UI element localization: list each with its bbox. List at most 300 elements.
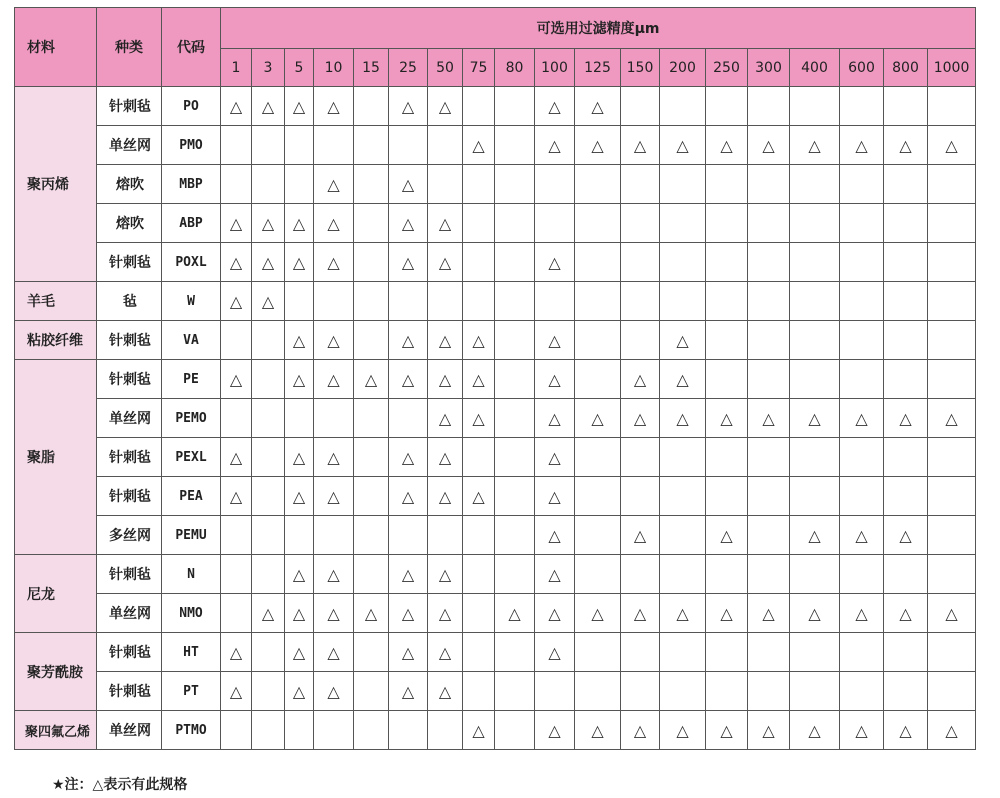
empty-cell bbox=[660, 555, 706, 594]
empty-cell bbox=[495, 672, 535, 711]
empty-cell bbox=[706, 87, 748, 126]
availability-mark: △ bbox=[535, 243, 575, 282]
empty-cell bbox=[748, 360, 790, 399]
availability-mark: △ bbox=[428, 633, 463, 672]
availability-mark: △ bbox=[285, 594, 314, 633]
empty-cell bbox=[884, 477, 928, 516]
empty-cell bbox=[928, 516, 976, 555]
precision-header: 15 bbox=[354, 49, 389, 87]
availability-mark: △ bbox=[428, 555, 463, 594]
empty-cell bbox=[389, 282, 428, 321]
precision-header: 80 bbox=[495, 49, 535, 87]
empty-cell bbox=[660, 516, 706, 555]
code-cell: PMO bbox=[162, 126, 221, 165]
table-row bbox=[15, 399, 976, 438]
availability-mark: △ bbox=[221, 204, 252, 243]
empty-cell bbox=[428, 282, 463, 321]
empty-cell bbox=[495, 711, 535, 750]
empty-cell bbox=[221, 165, 252, 204]
empty-cell bbox=[221, 555, 252, 594]
empty-cell bbox=[840, 633, 884, 672]
empty-cell bbox=[660, 438, 706, 477]
availability-mark: △ bbox=[389, 633, 428, 672]
kind-cell: 毡 bbox=[97, 282, 162, 321]
empty-cell bbox=[706, 633, 748, 672]
empty-cell bbox=[221, 594, 252, 633]
table-row bbox=[15, 165, 976, 204]
empty-cell bbox=[748, 438, 790, 477]
availability-mark: △ bbox=[884, 711, 928, 750]
material-cell: 聚芳酰胺 bbox=[15, 633, 97, 711]
empty-cell bbox=[660, 672, 706, 711]
code-cell: PEA bbox=[162, 477, 221, 516]
availability-mark: △ bbox=[221, 672, 252, 711]
availability-mark: △ bbox=[428, 438, 463, 477]
empty-cell bbox=[790, 204, 840, 243]
empty-cell bbox=[495, 126, 535, 165]
kind-cell: 单丝网 bbox=[97, 594, 162, 633]
empty-cell bbox=[840, 243, 884, 282]
availability-mark: △ bbox=[428, 204, 463, 243]
precision-header: 25 bbox=[389, 49, 428, 87]
availability-mark: △ bbox=[428, 321, 463, 360]
empty-cell bbox=[748, 477, 790, 516]
kind-cell: 多丝网 bbox=[97, 516, 162, 555]
empty-cell bbox=[706, 555, 748, 594]
empty-cell bbox=[790, 165, 840, 204]
empty-cell bbox=[790, 243, 840, 282]
empty-cell bbox=[790, 672, 840, 711]
empty-cell bbox=[621, 282, 660, 321]
empty-cell bbox=[840, 555, 884, 594]
availability-mark: △ bbox=[463, 126, 495, 165]
kind-cell: 单丝网 bbox=[97, 399, 162, 438]
table-row bbox=[15, 360, 976, 399]
empty-cell bbox=[748, 516, 790, 555]
empty-cell bbox=[660, 204, 706, 243]
empty-cell bbox=[660, 87, 706, 126]
empty-cell bbox=[354, 711, 389, 750]
empty-cell bbox=[495, 87, 535, 126]
code-cell: HT bbox=[162, 633, 221, 672]
header-code: 代码 bbox=[162, 8, 221, 87]
availability-mark: △ bbox=[535, 321, 575, 360]
code-cell: ABP bbox=[162, 204, 221, 243]
empty-cell bbox=[748, 672, 790, 711]
empty-cell bbox=[706, 477, 748, 516]
empty-cell bbox=[748, 204, 790, 243]
empty-cell bbox=[928, 87, 976, 126]
availability-mark: △ bbox=[660, 360, 706, 399]
availability-mark: △ bbox=[621, 711, 660, 750]
empty-cell bbox=[252, 321, 285, 360]
availability-mark: △ bbox=[840, 399, 884, 438]
availability-mark: △ bbox=[389, 360, 428, 399]
availability-mark: △ bbox=[428, 672, 463, 711]
availability-mark: △ bbox=[928, 594, 976, 633]
empty-cell bbox=[354, 399, 389, 438]
empty-cell bbox=[621, 633, 660, 672]
empty-cell bbox=[495, 204, 535, 243]
empty-cell bbox=[354, 204, 389, 243]
empty-cell bbox=[495, 516, 535, 555]
empty-cell bbox=[840, 360, 884, 399]
empty-cell bbox=[706, 243, 748, 282]
empty-cell bbox=[928, 672, 976, 711]
empty-cell bbox=[840, 321, 884, 360]
availability-mark: △ bbox=[840, 516, 884, 555]
empty-cell bbox=[884, 321, 928, 360]
kind-cell: 针刺毡 bbox=[97, 243, 162, 282]
empty-cell bbox=[252, 672, 285, 711]
empty-cell bbox=[840, 87, 884, 126]
availability-mark: △ bbox=[463, 321, 495, 360]
empty-cell bbox=[928, 165, 976, 204]
precision-header: 125 bbox=[575, 49, 621, 87]
empty-cell bbox=[354, 672, 389, 711]
availability-mark: △ bbox=[535, 594, 575, 633]
empty-cell bbox=[621, 321, 660, 360]
empty-cell bbox=[928, 555, 976, 594]
availability-mark: △ bbox=[389, 204, 428, 243]
availability-mark: △ bbox=[314, 672, 354, 711]
empty-cell bbox=[575, 633, 621, 672]
availability-mark: △ bbox=[389, 87, 428, 126]
empty-cell bbox=[706, 360, 748, 399]
availability-mark: △ bbox=[575, 399, 621, 438]
header-row bbox=[15, 8, 976, 49]
availability-mark: △ bbox=[285, 633, 314, 672]
empty-cell bbox=[354, 555, 389, 594]
table-row bbox=[15, 633, 976, 672]
availability-mark: △ bbox=[535, 438, 575, 477]
empty-cell bbox=[354, 633, 389, 672]
empty-cell bbox=[354, 126, 389, 165]
availability-mark: △ bbox=[428, 243, 463, 282]
code-cell: MBP bbox=[162, 165, 221, 204]
availability-mark: △ bbox=[221, 282, 252, 321]
empty-cell bbox=[660, 282, 706, 321]
table-row bbox=[15, 516, 976, 555]
code-cell: PT bbox=[162, 672, 221, 711]
availability-mark: △ bbox=[221, 477, 252, 516]
availability-mark: △ bbox=[575, 126, 621, 165]
kind-cell: 针刺毡 bbox=[97, 438, 162, 477]
kind-cell: 针刺毡 bbox=[97, 477, 162, 516]
footnote: ★注：△表示有此规格 bbox=[52, 777, 188, 793]
empty-cell bbox=[840, 165, 884, 204]
availability-mark: △ bbox=[535, 87, 575, 126]
availability-mark: △ bbox=[389, 165, 428, 204]
availability-mark: △ bbox=[428, 399, 463, 438]
empty-cell bbox=[928, 477, 976, 516]
kind-cell: 针刺毡 bbox=[97, 672, 162, 711]
empty-cell bbox=[840, 438, 884, 477]
availability-mark: △ bbox=[463, 360, 495, 399]
empty-cell bbox=[428, 165, 463, 204]
availability-mark: △ bbox=[314, 204, 354, 243]
empty-cell bbox=[748, 282, 790, 321]
table-row bbox=[15, 672, 976, 711]
availability-mark: △ bbox=[221, 633, 252, 672]
availability-mark: △ bbox=[840, 126, 884, 165]
empty-cell bbox=[535, 672, 575, 711]
empty-cell bbox=[790, 282, 840, 321]
empty-cell bbox=[354, 516, 389, 555]
empty-cell bbox=[928, 438, 976, 477]
table-row bbox=[15, 321, 976, 360]
availability-mark: △ bbox=[252, 282, 285, 321]
empty-cell bbox=[660, 477, 706, 516]
availability-mark: △ bbox=[389, 594, 428, 633]
empty-cell bbox=[621, 438, 660, 477]
empty-cell bbox=[706, 282, 748, 321]
empty-cell bbox=[495, 633, 535, 672]
empty-cell bbox=[790, 360, 840, 399]
code-cell: PEMU bbox=[162, 516, 221, 555]
availability-mark: △ bbox=[535, 399, 575, 438]
availability-mark: △ bbox=[706, 594, 748, 633]
empty-cell bbox=[389, 516, 428, 555]
availability-mark: △ bbox=[660, 321, 706, 360]
empty-cell bbox=[221, 516, 252, 555]
empty-cell bbox=[706, 204, 748, 243]
empty-cell bbox=[389, 711, 428, 750]
empty-cell bbox=[428, 126, 463, 165]
empty-cell bbox=[621, 87, 660, 126]
empty-cell bbox=[884, 87, 928, 126]
availability-mark: △ bbox=[314, 633, 354, 672]
availability-mark: △ bbox=[221, 87, 252, 126]
availability-mark: △ bbox=[252, 87, 285, 126]
filter-spec-table bbox=[14, 7, 976, 750]
precision-header: 50 bbox=[428, 49, 463, 87]
availability-mark: △ bbox=[252, 594, 285, 633]
empty-cell bbox=[840, 204, 884, 243]
empty-cell bbox=[621, 204, 660, 243]
empty-cell bbox=[575, 282, 621, 321]
availability-mark: △ bbox=[314, 87, 354, 126]
availability-mark: △ bbox=[389, 477, 428, 516]
precision-header: 3 bbox=[252, 49, 285, 87]
availability-mark: △ bbox=[928, 126, 976, 165]
empty-cell bbox=[221, 399, 252, 438]
empty-cell bbox=[428, 711, 463, 750]
precision-header: 1 bbox=[221, 49, 252, 87]
availability-mark: △ bbox=[884, 399, 928, 438]
empty-cell bbox=[748, 633, 790, 672]
availability-mark: △ bbox=[285, 477, 314, 516]
availability-mark: △ bbox=[535, 360, 575, 399]
availability-mark: △ bbox=[575, 87, 621, 126]
empty-cell bbox=[285, 165, 314, 204]
empty-cell bbox=[252, 477, 285, 516]
precision-header: 5 bbox=[285, 49, 314, 87]
kind-cell: 熔吹 bbox=[97, 204, 162, 243]
empty-cell bbox=[575, 672, 621, 711]
empty-cell bbox=[660, 243, 706, 282]
empty-cell bbox=[495, 360, 535, 399]
availability-mark: △ bbox=[706, 399, 748, 438]
empty-cell bbox=[285, 516, 314, 555]
empty-cell bbox=[790, 321, 840, 360]
code-cell: PTMO bbox=[162, 711, 221, 750]
availability-mark: △ bbox=[748, 711, 790, 750]
empty-cell bbox=[575, 243, 621, 282]
availability-mark: △ bbox=[314, 165, 354, 204]
availability-mark: △ bbox=[428, 594, 463, 633]
precision-header: 600 bbox=[840, 49, 884, 87]
empty-cell bbox=[221, 321, 252, 360]
availability-mark: △ bbox=[535, 633, 575, 672]
availability-mark: △ bbox=[884, 594, 928, 633]
availability-mark: △ bbox=[660, 399, 706, 438]
empty-cell bbox=[884, 633, 928, 672]
header-precision: 可选用过滤精度μm bbox=[221, 8, 976, 49]
empty-cell bbox=[314, 516, 354, 555]
code-cell: PE bbox=[162, 360, 221, 399]
empty-cell bbox=[463, 282, 495, 321]
material-cell: 聚四氟乙烯 bbox=[15, 711, 97, 750]
precision-header: 250 bbox=[706, 49, 748, 87]
empty-cell bbox=[928, 282, 976, 321]
availability-mark: △ bbox=[748, 126, 790, 165]
empty-cell bbox=[354, 438, 389, 477]
empty-cell bbox=[928, 633, 976, 672]
empty-cell bbox=[748, 87, 790, 126]
empty-cell bbox=[252, 516, 285, 555]
availability-mark: △ bbox=[285, 438, 314, 477]
availability-mark: △ bbox=[285, 204, 314, 243]
empty-cell bbox=[884, 555, 928, 594]
empty-cell bbox=[495, 243, 535, 282]
empty-cell bbox=[575, 321, 621, 360]
availability-mark: △ bbox=[285, 555, 314, 594]
availability-mark: △ bbox=[389, 321, 428, 360]
availability-mark: △ bbox=[660, 594, 706, 633]
empty-cell bbox=[252, 165, 285, 204]
empty-cell bbox=[252, 711, 285, 750]
empty-cell bbox=[706, 672, 748, 711]
availability-mark: △ bbox=[389, 555, 428, 594]
availability-mark: △ bbox=[314, 360, 354, 399]
availability-mark: △ bbox=[428, 477, 463, 516]
code-cell: VA bbox=[162, 321, 221, 360]
empty-cell bbox=[840, 282, 884, 321]
material-cell: 尼龙 bbox=[15, 555, 97, 633]
availability-mark: △ bbox=[790, 516, 840, 555]
empty-cell bbox=[575, 555, 621, 594]
precision-header: 1000 bbox=[928, 49, 976, 87]
availability-mark: △ bbox=[314, 321, 354, 360]
table-row bbox=[15, 555, 976, 594]
availability-mark: △ bbox=[314, 594, 354, 633]
empty-cell bbox=[314, 711, 354, 750]
availability-mark: △ bbox=[884, 516, 928, 555]
availability-mark: △ bbox=[463, 399, 495, 438]
availability-mark: △ bbox=[790, 594, 840, 633]
availability-mark: △ bbox=[621, 360, 660, 399]
kind-cell: 针刺毡 bbox=[97, 87, 162, 126]
empty-cell bbox=[252, 555, 285, 594]
availability-mark: △ bbox=[660, 711, 706, 750]
availability-mark: △ bbox=[748, 399, 790, 438]
empty-cell bbox=[495, 555, 535, 594]
availability-mark: △ bbox=[706, 126, 748, 165]
availability-mark: △ bbox=[221, 243, 252, 282]
empty-cell bbox=[221, 711, 252, 750]
availability-mark: △ bbox=[575, 711, 621, 750]
empty-cell bbox=[928, 360, 976, 399]
empty-cell bbox=[706, 321, 748, 360]
availability-mark: △ bbox=[621, 516, 660, 555]
kind-cell: 单丝网 bbox=[97, 711, 162, 750]
availability-mark: △ bbox=[535, 555, 575, 594]
empty-cell bbox=[790, 477, 840, 516]
code-cell: POXL bbox=[162, 243, 221, 282]
kind-cell: 针刺毡 bbox=[97, 555, 162, 594]
empty-cell bbox=[621, 477, 660, 516]
empty-cell bbox=[495, 399, 535, 438]
empty-cell bbox=[463, 87, 495, 126]
table-body bbox=[15, 87, 976, 750]
availability-mark: △ bbox=[928, 711, 976, 750]
empty-cell bbox=[252, 438, 285, 477]
empty-cell bbox=[884, 243, 928, 282]
empty-cell bbox=[285, 399, 314, 438]
precision-header: 100 bbox=[535, 49, 575, 87]
table-row bbox=[15, 594, 976, 633]
empty-cell bbox=[575, 165, 621, 204]
material-cell: 聚脂 bbox=[15, 360, 97, 555]
availability-mark: △ bbox=[575, 594, 621, 633]
empty-cell bbox=[884, 672, 928, 711]
availability-mark: △ bbox=[285, 243, 314, 282]
empty-cell bbox=[463, 672, 495, 711]
empty-cell bbox=[575, 438, 621, 477]
availability-mark: △ bbox=[621, 594, 660, 633]
availability-mark: △ bbox=[621, 126, 660, 165]
code-cell: PO bbox=[162, 87, 221, 126]
empty-cell bbox=[495, 282, 535, 321]
empty-cell bbox=[495, 477, 535, 516]
empty-cell bbox=[884, 165, 928, 204]
empty-cell bbox=[314, 282, 354, 321]
empty-cell bbox=[621, 672, 660, 711]
code-cell: W bbox=[162, 282, 221, 321]
availability-mark: △ bbox=[354, 594, 389, 633]
empty-cell bbox=[748, 243, 790, 282]
empty-cell bbox=[748, 165, 790, 204]
empty-cell bbox=[621, 555, 660, 594]
empty-cell bbox=[463, 165, 495, 204]
empty-cell bbox=[354, 321, 389, 360]
kind-cell: 单丝网 bbox=[97, 126, 162, 165]
availability-mark: △ bbox=[428, 360, 463, 399]
empty-cell bbox=[354, 477, 389, 516]
empty-cell bbox=[354, 165, 389, 204]
empty-cell bbox=[535, 282, 575, 321]
empty-cell bbox=[463, 204, 495, 243]
empty-cell bbox=[354, 243, 389, 282]
availability-mark: △ bbox=[285, 672, 314, 711]
availability-mark: △ bbox=[535, 477, 575, 516]
table-row bbox=[15, 438, 976, 477]
empty-cell bbox=[884, 438, 928, 477]
availability-mark: △ bbox=[748, 594, 790, 633]
availability-mark: △ bbox=[790, 399, 840, 438]
empty-cell bbox=[575, 204, 621, 243]
